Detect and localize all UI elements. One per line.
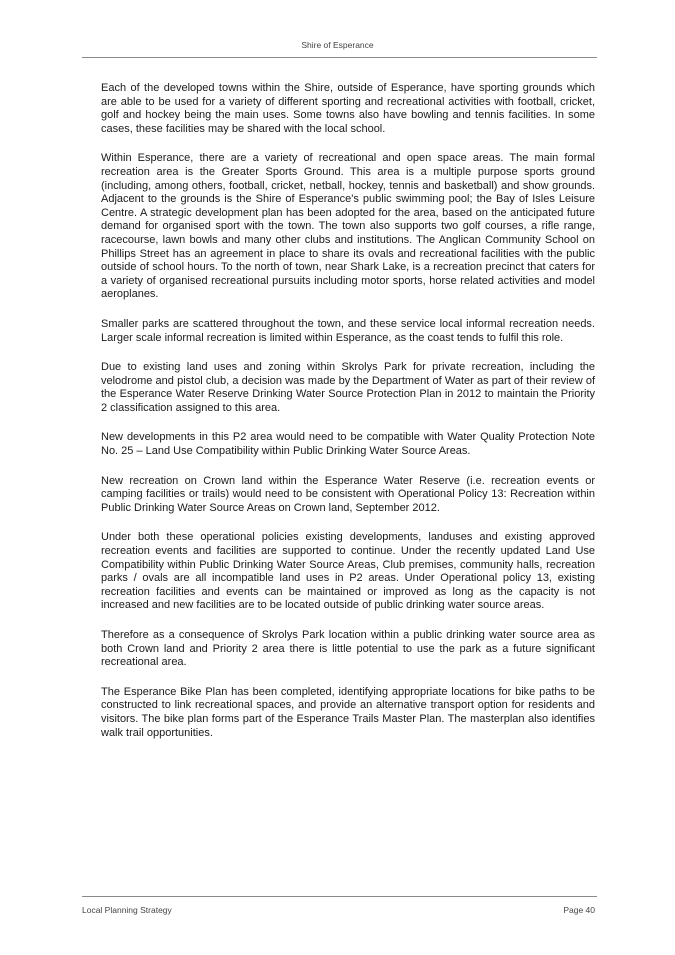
page-number: Page 40 [563, 905, 595, 915]
paragraph-consequence: Therefore as a consequence of Skrolys Park location within a public drinking water source area as both Crown land and Priority 2 area there is little potential to use the park as a future significant recreational area. [101, 629, 595, 669]
paragraph-crown-land: New recreation on Crown land within the Esperance Water Reserve (i.e. recreation events or camping facilities or trails) would need to be consistent with Operational Policy 13: Recreation within Public Drinking Water Source Areas on Crown land, September 2012. [101, 474, 595, 514]
paragraph-skrolys-park: Due to existing land uses and zoning within Skrolys Park for private recreation, including the velodrome and pistol club, a decision was made by the Department of Water as part of their review of the Esperance Water Reserve Drinking Water Source Protection Plan in 2012 to maintain the Priority 2 classification assigned to this area. [101, 361, 595, 414]
paragraph-smaller-parks: Smaller parks are scattered throughout the town, and these service local informal recreation needs. Larger scale informal recreation is limited within Esperance, as the coast tends to fulfil this role. [101, 317, 595, 344]
footer-document-title: Local Planning Strategy [82, 905, 172, 915]
footer-divider [82, 896, 597, 897]
paragraph-bike-plan: The Esperance Bike Plan has been completed, identifying appropriate locations for bike paths to be constructed to link recreational spaces, and provide an alternative transport option for residents and visitors. The bike plan forms part of the Esperance Trails Master Plan. The masterplan also identifies walk trail opportunities. [101, 685, 595, 739]
paragraph-operational-policies: Under both these operational policies existing developments, landuses and existing approved recreation events and facilities are supported to continue. Under the recently updated Land Use Compatibility within Public Drinking Water Source Areas, Club premises, community halls, recreation parks / ovals are all incompatible land uses in P2 areas. Under Operational policy 13, existing recreation facilities and events can be maintained or improved as long as the capacity is not increased and new facilities are to be located outside of public drinking water source areas. [101, 531, 595, 612]
body-text [101, 82, 595, 756]
paragraph-sporting-grounds: Each of the developed towns within the Shire, outside of Esperance, have sporting grounds which are able to be used for a variety of different sporting and recreational activities with football, cricket, golf and hockey being the main uses. Some towns also have bowling and tennis facilities. In some cases, these facilities may be shared with the local school. [101, 82, 595, 135]
paragraph-p2-developments: New developments in this P2 area would need to be compatible with Water Quality Protection Note No. 25 – Land Use Compatibility within Public Drinking Water Source Areas. [101, 431, 595, 458]
header-divider [82, 57, 597, 58]
paragraph-esperance-recreation: Within Esperance, there are a variety of recreational and open space areas. The main formal recreation area is the Greater Sports Ground. This area is a multiple purpose sports ground (including, among others, football, cricket, netball, hockey, tennis and basketball) and show grounds. Adjacent to the grounds is the Shire of Esperance's public swimming pool; the Bay of Isles Leisure Centre. A strategic development plan has been adopted for the area, based on the anticipated future demand for organised sport with the town. The town also supports two golf courses, a rifle range, racecourse, lawn bowls and many other clubs and institutions. The Anglican Community School on Phillips Street has an agreement in place to share its ovals and recreational facilities with the public outside of school hours. To the north of town, near Shark Lake, is a recreation precinct that caters for a variety of organised recreational pursuits including motor sports, horse related activities and model aeroplanes. [101, 152, 595, 301]
running-header: Shire of Esperance [301, 40, 374, 50]
